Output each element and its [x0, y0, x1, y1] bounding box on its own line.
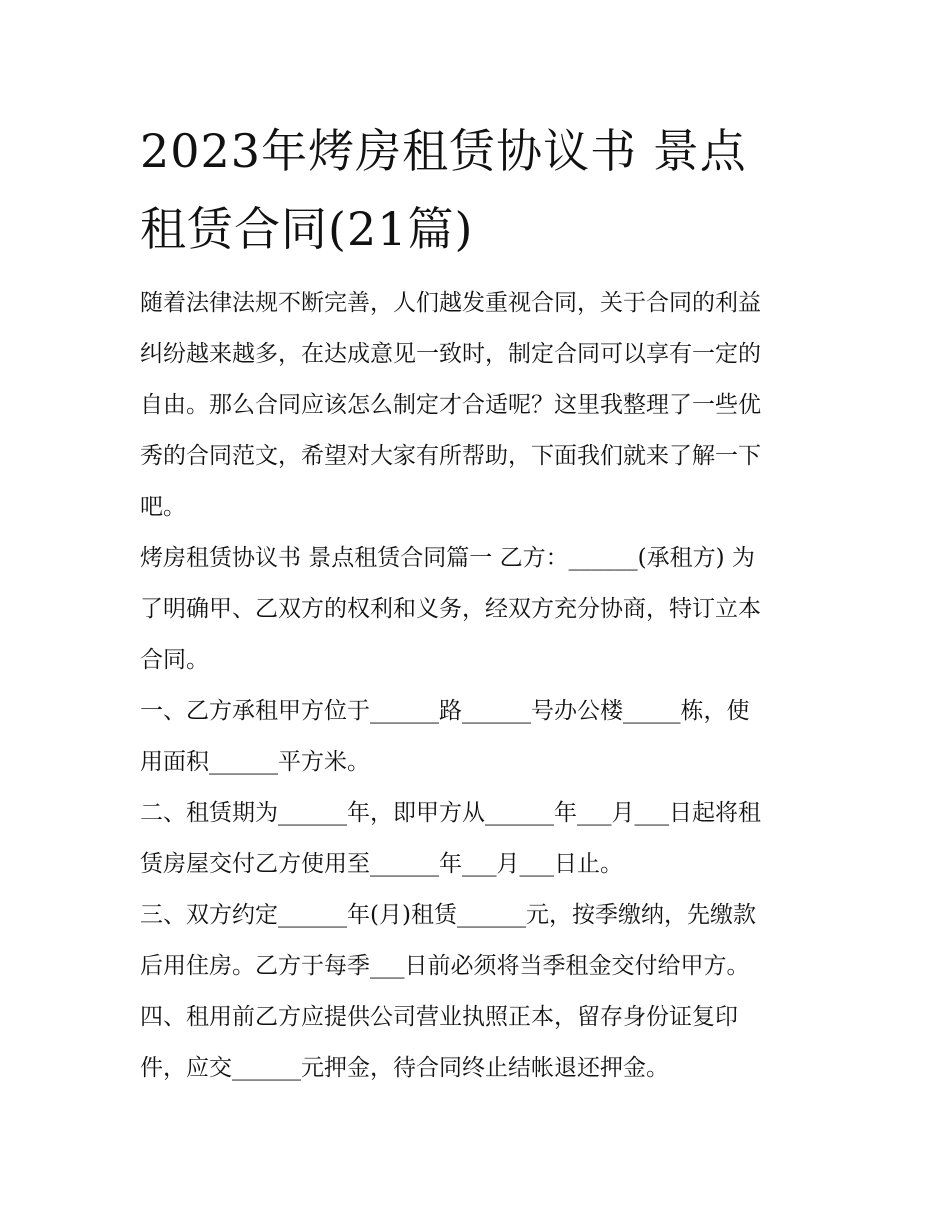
- document-body: [140, 278, 820, 1094]
- clause-4-paragraph: [140, 992, 820, 1094]
- clause-2-paragraph: [140, 788, 820, 890]
- contract-intro-paragraph: [140, 533, 820, 686]
- text-line: 一、乙方承租甲方位于______路______号办公楼_____栋，使: [140, 698, 750, 724]
- document-title: [140, 112, 830, 268]
- text-line: 了明确甲、乙双方的权利和义务，经双方充分协商，特订立本: [140, 596, 761, 622]
- title-line: 2023年烤房租赁协议书 景点: [140, 124, 747, 178]
- text-line: 随着法律法规不断完善，人们越发重视合同，关于合同的利益: [140, 290, 761, 316]
- text-line: 二、租赁期为______年，即甲方从______年___月___日起将租: [140, 800, 761, 826]
- text-line: 三、双方约定______年(月)租赁______元，按季缴纳，先缴款: [140, 902, 756, 928]
- clause-3-paragraph: [140, 890, 820, 992]
- text-line: 吧。: [140, 494, 186, 520]
- text-line: 纠纷越来越多，在达成意见一致时，制定合同可以享有一定的: [140, 341, 761, 367]
- text-line: 自由。那么合同应该怎么制定才合适呢？这里我整理了一些优: [140, 392, 761, 418]
- text-line: 件，应交______元押金，待合同终止结帐退还押金。: [140, 1055, 669, 1081]
- text-line: 后用住房。乙方于每季___日前必须将当季租金交付给甲方。: [140, 953, 750, 979]
- title-line: 租赁合同(21篇): [140, 202, 474, 256]
- text-line: 秀的合同范文，希望对大家有所帮助，下面我们就来了解一下: [140, 443, 761, 469]
- text-line: 合同。: [140, 647, 209, 673]
- text-line: 烤房租赁协议书 景点租赁合同篇一 乙方：______(承租方) 为: [140, 545, 755, 571]
- text-line: 赁房屋交付乙方使用至______年___月___日止。: [140, 851, 623, 877]
- intro-paragraph: [140, 278, 820, 533]
- text-line: 四、租用前乙方应提供公司营业执照正本，留存身份证复印: [140, 1004, 738, 1030]
- text-line: 用面积______平方米。: [140, 749, 370, 775]
- clause-1-paragraph: [140, 686, 820, 788]
